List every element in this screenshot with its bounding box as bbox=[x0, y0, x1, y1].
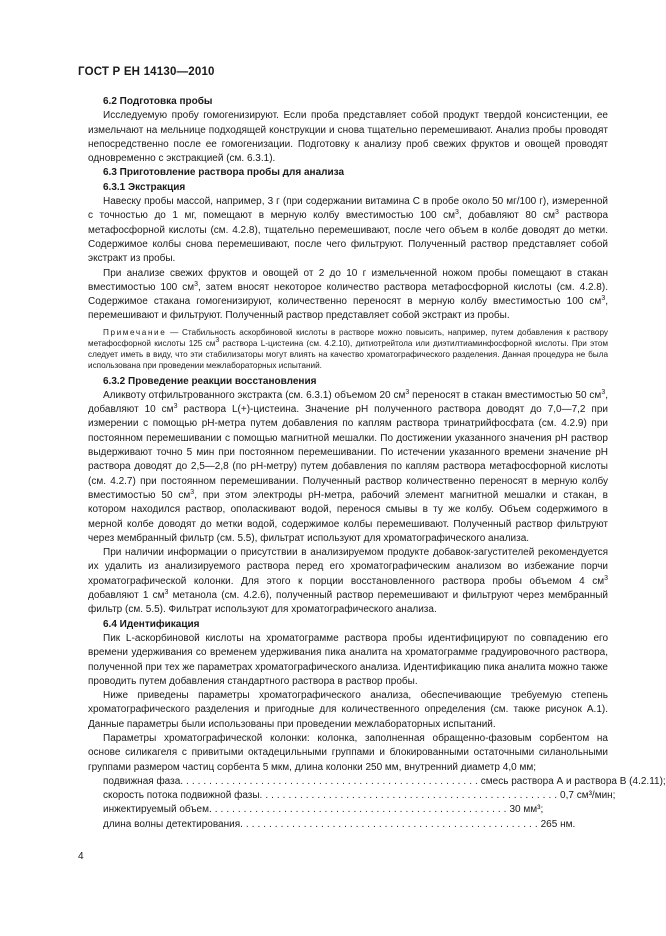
text-run: При наличии информации о присутствии в анализируемом продукте добавок-загустителей рекомендуется их удалить из анализируемого раствора перед его хроматографическим анализом во избежание порчи хроматографической колонки. Для этого к порции восстановленного раствора пробы объемом 4 см bbox=[88, 547, 608, 587]
superscript: 3 bbox=[215, 336, 220, 344]
param-value: 265 нм. bbox=[540, 818, 576, 830]
superscript: 3 bbox=[194, 280, 199, 288]
param-value: 30 мм³; bbox=[509, 804, 544, 816]
text-run: Аликвоту отфильтрованного экстракта (см. 6.3.1) объемом 20 см bbox=[103, 389, 406, 401]
param-row bbox=[103, 803, 544, 817]
text-run: раствора L-цистеина (см. 4.2.10), дитиотрейтола или диэтилтиаминфосфорной кислоты. При этом следует иметь в виду, что эти стабилизаторы могут влиять на качество хроматографического разделения. Данная процедура не была использована при проведении межлабораторных испытаний. bbox=[88, 338, 608, 371]
section-6-4-title: 6.4 Идентификация bbox=[103, 618, 200, 630]
text-run: раствора метафосфорной кислоты (см. 4.2.8), тщательно перемешивают, после чего объем в колбе доводят до метки. Содержимое колбы снова перемешивают, после чего фильтруют. Полученный раствор представляет собой экстракт из пробы. bbox=[88, 210, 609, 265]
text-run: , добавляют 80 см bbox=[458, 210, 555, 222]
section-6-3-1-paragraph-1 bbox=[88, 195, 608, 266]
text-run: , при этом электроды рН-метра, рабочий элемент магнитной мешалки и стакан, в котором находился раствор, ополаскивают водой, перенося смывы в ту же колбу. Объем содержимого в мерной колбе доводят до метки водой, содержимое колбы перемешивают. Полученный раствор фильтруют через мембранный фильтр (см. 5.5), фильтрат используют для хроматографического анализа. bbox=[88, 489, 608, 544]
param-value: 0,7 см³/мин; bbox=[560, 790, 616, 802]
section-6-3-1-title: 6.3.1 Экстракция bbox=[103, 181, 186, 193]
text-run: добавляют 1 см bbox=[88, 590, 165, 602]
section-6-2-paragraph: Исследуемую пробу гомогенизируют. Если проба представляет собой продукт твердой консистенции, ее измельчают на мельнице подходящей конструкции и снова тщательно перемешивают. Анализ пробы проводят непосредственно после ее гомогенизации. Подготовку к анализу проб свежих фруктов и овощей проводят одновременно с экстракцией (см. 6.3.1). bbox=[88, 110, 608, 165]
superscript: 3 bbox=[601, 295, 606, 303]
section-6-2-title: 6.2 Подготовка пробы bbox=[103, 96, 213, 107]
param-row bbox=[103, 789, 616, 803]
param-value: смесь раствора А и раствора В (4.2.11); bbox=[480, 775, 666, 787]
leader-dots: .................................................... bbox=[240, 818, 541, 830]
note-label: Примечание bbox=[103, 327, 167, 337]
section-6-3-2-paragraph-1 bbox=[88, 389, 608, 546]
param-key: подвижная фаза bbox=[103, 775, 181, 787]
text-run: , затем вносят некоторое количество раствора метафосфорной кислоты (см. 4.2.8). Содержимое стакана гомогенизируют, количественно переносят в мерную колбу вместимостью 100 см bbox=[88, 281, 608, 308]
text-run: метанола (см. 4.2.6), полученный раствор перемешивают и фильтруют через мембранный фильтр (см. 5.5). Фильтрат используют для хроматографического анализа. bbox=[88, 590, 608, 616]
text-run: раствора L(+)-цистеина. Значение рН полученного раствора доводят до 7,0—7,2 при измерении с помощью рН-метра путем добавления по каплям раствора тринатрийфосфата (см. 4.2.9) при постоянном перемешивании с помощью магнитной мешалки. По достижении указанного значения рН раствор выдерживают точно 5 мин при постоянном перемешивании. По истечении указанного времени значение рН раствора доводят до 2,5—2,8 (по рН-метру) путем добавления по каплям раствора метафосфорной кислоты (см. 4.2.7) при постоянном перемешивании. Полученный раствор количественно переносят в мерную колбу вместимостью 50 см bbox=[88, 404, 608, 501]
leader-dots: .................................................... bbox=[259, 790, 561, 802]
superscript: 3 bbox=[455, 209, 459, 217]
text-run: , перемешивают и фильтруют. Полученный раствор представляет собой экстракт из пробы. bbox=[88, 296, 608, 322]
superscript: 3 bbox=[604, 574, 608, 582]
leader-dots: .................................................... bbox=[208, 804, 510, 816]
section-6-3-2-title: 6.3.2 Проведение реакции восстановления bbox=[103, 375, 317, 387]
leader-dots: .................................................... bbox=[180, 775, 481, 787]
section-6-3-2-paragraph-2 bbox=[88, 546, 608, 617]
text-run: Навеску пробы массой, например, 3 г (при содержании витамина С в пробе около 50 мг/100 г), измеренной с точностью до 1 мг, помещают в мерную колбу вместимостью 100 см bbox=[88, 196, 608, 222]
section-6-3-1-paragraph-2 bbox=[88, 267, 608, 324]
chromatography-parameters bbox=[88, 775, 666, 832]
param-key: инжектируемый объем bbox=[103, 804, 209, 816]
superscript: 3 bbox=[173, 403, 178, 411]
superscript: 3 bbox=[190, 488, 195, 496]
section-6-3-title: 6.3 Приготовление раствора пробы для анализа bbox=[103, 167, 345, 179]
param-key: длина волны детектирования bbox=[103, 818, 241, 830]
section-6-4-paragraph-3: Параметры хроматографической колонки: колонка, заполненная обращенно-фазовым сорбентом на основе силикагеля с привитыми октадецильными группами и блокированными остаточными силанольными группами размером частиц сорбента 5 мкм, длина колонки 250 мм, внутренний диаметр 4,0 мм; bbox=[88, 732, 608, 773]
text-run: , добавляют 10 см bbox=[88, 389, 608, 416]
page-number: 4 bbox=[78, 851, 84, 862]
section-6-4-paragraph-1: Пик L-аскорбиновой кислоты на хроматограмме раствора пробы идентифицируют по совпадению его времени удерживания со временем удерживания пика аналита на хроматограмме градуировочного раствора, полученной при тех же параметрах хроматографического анализа. Идентификацию пика аналита можно также проводить путем добавления стандартного раствора в раствор пробы. bbox=[88, 632, 608, 687]
superscript: 3 bbox=[164, 589, 169, 597]
param-row bbox=[103, 775, 666, 789]
standard-header: ГОСТ Р ЕН 14130—2010 bbox=[78, 66, 215, 78]
text-run: переносят в стакан вместимостью 50 см bbox=[409, 389, 602, 401]
superscript: 3 bbox=[554, 209, 559, 217]
superscript: 3 bbox=[405, 388, 410, 396]
param-key: скорость потока подвижной фазы bbox=[103, 790, 260, 802]
superscript: 3 bbox=[601, 388, 606, 396]
text-run: — Стабильность аскорбиновой кислоты в растворе можно повысить, например, путем добавления к раствору метафосфорной кислоты 125 см bbox=[88, 327, 608, 348]
section-6-4-paragraph-2: Ниже приведены параметры хроматографического анализа, обеспечивающие требуемую степень хроматографического разделения и пригодные для количественного определения (см. также рисунок А.1). Данные параметры были использованы при проведении межлабораторных испытаний. bbox=[88, 690, 608, 730]
param-row bbox=[103, 818, 576, 832]
text-run: При анализе свежих фруктов и овощей от 2 до 10 г измельченной ножом пробы помещают в стакан вместимостью 100 см bbox=[88, 267, 608, 293]
note-paragraph bbox=[88, 327, 608, 372]
document-body bbox=[88, 95, 666, 832]
